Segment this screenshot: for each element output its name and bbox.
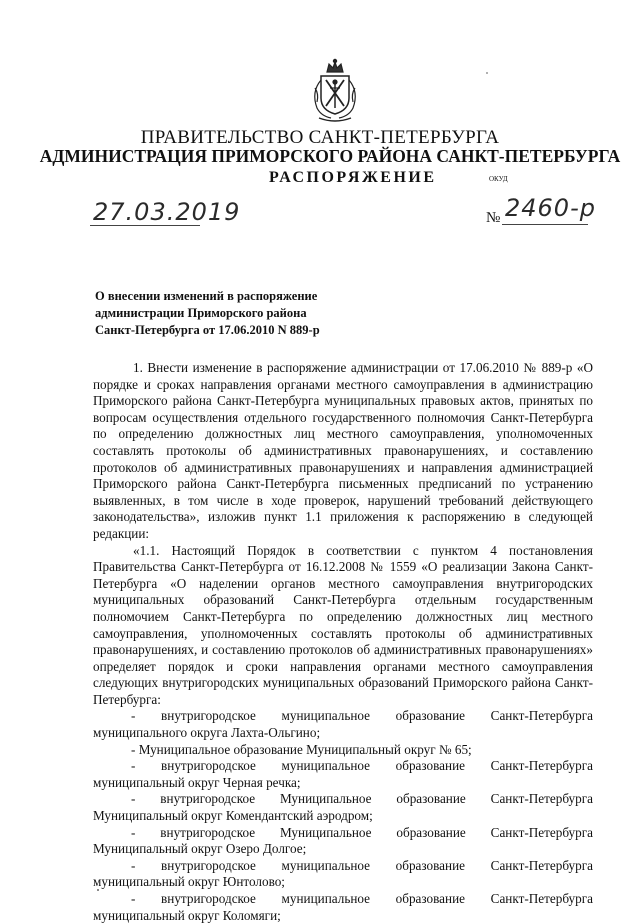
list-item: - Муниципальное образование Муниципальный округ № 65;	[131, 741, 472, 757]
list-item: - внутригородское муниципальное образование Санкт-Петербурга муниципальный округ Юнтолово;	[93, 857, 593, 890]
list-item: - внутригородское муниципальное образование Санкт-Петербурга муниципальный округ Черная речка;	[93, 758, 593, 790]
body-paragraph: 1. Внести изменение в распоряжение администрации от 17.06.2010 № 889-р «О порядке и сроках направления органами местного самоуправления в администрацию Приморского района Санкт-Петербурга муниципальных правовых актов, принятых по вопросам осуществления отдельного государственного полномочия Санкт-Петербурга по определению должностных лиц местного самоуправления, уполномоченных составлять протоколы об административных правонарушениях, и составлению протоколов об административных правонарушениях и направления администрацией Приморского района Санкт-Петербурга письменных предписаний по устранению выявленных, в том числе в ходе проверок, нарушений требований действующего законодательства», изложив пункт 1.1 приложения к распоряжению в следующей редакции:	[93, 360, 593, 541]
body-paragraph: «1.1. Настоящий Порядок в соответствии с пунктом 4 постановления Правительства Санкт-Петербурга от 16.12.2008 № 1559 «О реализации Закона Санкт-Петербурга «О наделении органов местного самоуправления внутригородских муниципальных образований Санкт-Петербурга отдельным государственным полномочием Санкт-Петербурга по определению должностных лиц местного самоуправления, уполномоченных составлять протоколы об административных правонарушениях, и составлению протоколов об административных правонарушениях» определяет порядок и сроки направления органами местного самоуправления следующих внутригородских муниципальных образований Приморского района Санкт-Петербурга:	[93, 542, 593, 707]
list-item: - внутригородское Муниципальное образование Санкт-Петербурга Муниципальный округ Комендантский аэродром;	[93, 791, 593, 824]
document-subject	[95, 288, 395, 339]
scan-speck	[486, 72, 488, 74]
subject-line: Санкт-Петербурга от 17.06.2010 N 889-р	[95, 323, 320, 337]
list-item: - внутригородское Муниципальное образование Санкт-Петербурга Муниципальный округ Озеро Долгое;	[93, 824, 593, 857]
administration-title: АДМИНИСТРАЦИЯ ПРИМОРСКОГО РАЙОНА САНКТ-ПЕТЕРБУРГА	[39, 146, 621, 166]
date-underline	[90, 225, 200, 226]
number-underline	[502, 224, 588, 225]
list-item: - внутригородское муниципальное образование Санкт-Петербурга муниципальный округ Коломяги;	[93, 891, 593, 923]
list-item: - внутригородское муниципальное образование Санкт-Петербурга муниципального округа Лахта-Ольгино;	[93, 708, 593, 741]
subject-line: администрации Приморского района	[95, 306, 307, 320]
government-title: ПРАВИТЕЛЬСТВО САНКТ-ПЕТЕРБУРГА	[140, 127, 500, 148]
handwritten-date: 27.03.2019	[93, 198, 241, 226]
subject-line: О внесении изменений в распоряжение	[95, 289, 318, 303]
scan-speck	[97, 889, 99, 891]
document-body	[93, 360, 593, 924]
number-label: №	[486, 210, 501, 226]
okud-label: ОКУД	[489, 175, 508, 183]
document-type: РАСПОРЯЖЕНИЕ	[269, 169, 437, 186]
coat-of-arms-icon	[309, 58, 361, 124]
handwritten-number: 2460-р	[505, 194, 596, 222]
